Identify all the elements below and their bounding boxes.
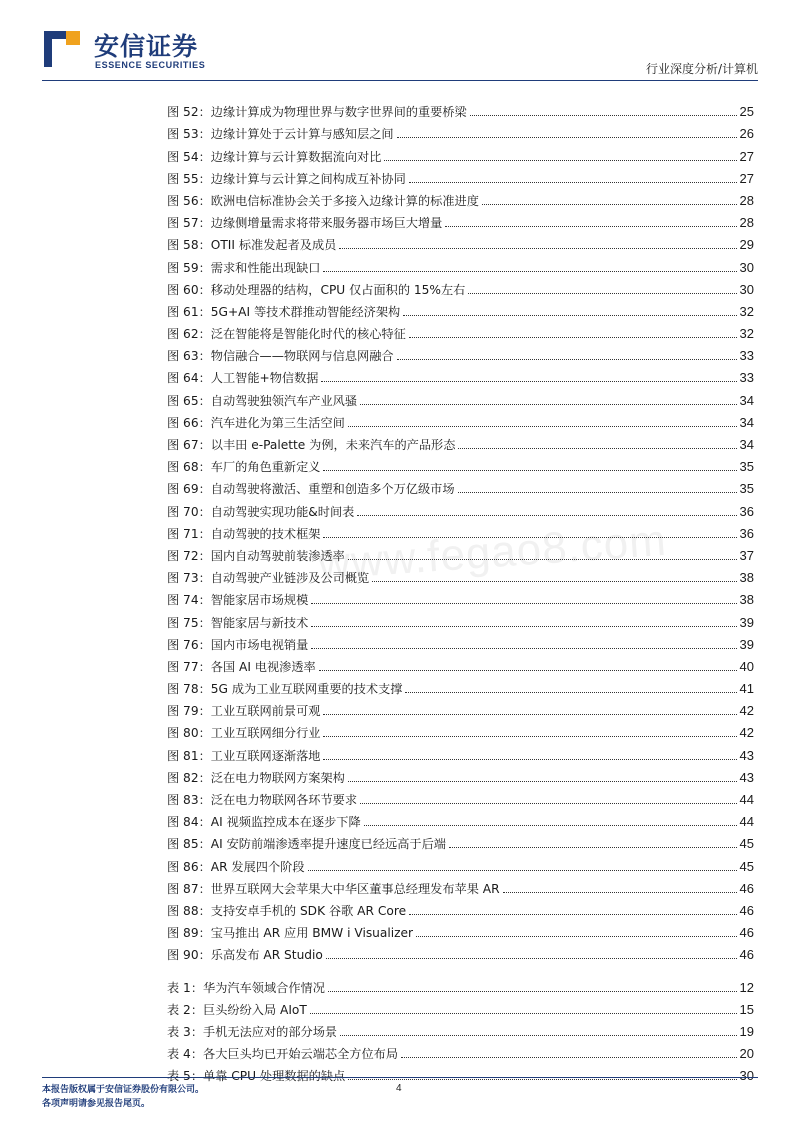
toc-entry-title: 图 62：泛在智能将是智能化时代的核心特征: [167, 327, 406, 342]
dot-leader: [339, 248, 736, 249]
toc-entry-title: 图 70：自动驾驶实现功能&时间表: [167, 504, 355, 519]
toc-entry-title: 表 5：单靠 CPU 处理数据的缺点: [167, 1069, 346, 1084]
toc-entry-page: 42: [739, 703, 754, 719]
toc-table-entry[interactable]: [167, 973, 754, 995]
toc-entry-title: 表 3：手机无法应对的部分场景: [167, 1024, 338, 1039]
toc-entry-page: 44: [739, 814, 754, 830]
toc-entry-page: 33: [739, 348, 754, 364]
dot-leader: [321, 381, 736, 382]
dot-leader: [409, 182, 737, 183]
toc-entry-title: 图 59：需求和性能出现缺口: [167, 260, 321, 275]
toc-figure-entry[interactable]: [167, 808, 754, 830]
toc-entry-title: 图 75：智能家居与新技术: [167, 615, 309, 630]
dot-leader: [405, 692, 736, 693]
toc-entry-page: 32: [739, 326, 754, 342]
toc-entry-title: 图 69：自动驾驶将激活、重塑和创造多个万亿级市场: [167, 482, 455, 497]
toc-entry-page: 46: [739, 902, 754, 918]
dot-leader: [311, 648, 736, 649]
toc-entry-title: 图 81：工业互联网逐渐落地: [167, 748, 321, 763]
toc-entry-page: 27: [739, 170, 754, 186]
toc-entry-title: 图 58：OTII 标准发起者及成员: [167, 238, 337, 253]
dot-leader: [449, 847, 737, 848]
toc-entry-page: 26: [739, 126, 754, 142]
toc-entry-title: 图 67：以丰田 e-Palette 为例，未来汽车的产品形态: [167, 438, 456, 452]
toc-entry-title: 图 64：人工智能+物信数据: [167, 371, 319, 386]
dot-leader: [357, 515, 736, 516]
toc-table-entry[interactable]: [167, 1062, 754, 1084]
dot-leader: [372, 581, 736, 582]
toc-entry-title: 图 74：智能家居市场规模: [167, 593, 309, 608]
dot-leader: [323, 714, 736, 715]
toc-figure-entry[interactable]: [167, 142, 754, 164]
toc-entry-page: 28: [739, 215, 754, 231]
toc-figure-entry[interactable]: [167, 276, 754, 298]
essence-logo-icon: [42, 29, 82, 69]
toc-entry-title: 图 66：汽车进化为第三生活空间: [167, 415, 345, 430]
dot-leader: [360, 404, 737, 405]
toc-entry-title: 表 2：巨头纷纷入局 AIoT: [167, 1002, 307, 1017]
toc-figure-entry[interactable]: [167, 875, 754, 897]
toc-entry-page: 46: [739, 880, 754, 896]
toc-figure-entry[interactable]: [167, 120, 754, 142]
dot-leader: [319, 670, 737, 671]
dot-leader: [482, 204, 737, 205]
toc-figure-entry[interactable]: [167, 298, 754, 320]
toc-table-entry[interactable]: [167, 1040, 754, 1062]
toc-figure-entry[interactable]: [167, 187, 754, 209]
dot-leader: [340, 1035, 736, 1036]
dot-leader: [397, 359, 737, 360]
toc-figure-entry[interactable]: [167, 830, 754, 852]
toc-figure-entry[interactable]: [167, 431, 754, 453]
dot-leader: [323, 736, 736, 737]
toc-entry-page: 37: [739, 547, 754, 563]
toc-entry-title: 图 83：泛在电力物联网各环节要求: [167, 793, 358, 807]
dot-leader: [458, 492, 737, 493]
watermark: www.fegao8.com: [316, 515, 669, 590]
toc-figure-entry[interactable]: [167, 98, 754, 120]
toc-figure-entry[interactable]: [167, 764, 754, 786]
toc-entry-page: 34: [739, 414, 754, 430]
toc-entry-title: 图 86：AR 发展四个阶段: [167, 859, 305, 874]
toc-entry-page: 34: [739, 392, 754, 408]
table-list: [167, 973, 754, 1084]
toc-entry-page: 42: [739, 725, 754, 741]
dot-leader: [311, 603, 736, 604]
toc-entry-page: 20: [739, 1046, 754, 1062]
page-header: [0, 0, 800, 84]
disclaimer-notice: 各项声明请参见报告尾页。: [42, 1099, 151, 1109]
toc-entry-page: 30: [739, 1068, 754, 1084]
toc-figure-entry[interactable]: [167, 719, 754, 741]
toc-entry-page: 43: [739, 747, 754, 763]
toc-figure-entry[interactable]: [167, 342, 754, 364]
figure-list: [167, 98, 754, 963]
dot-leader: [416, 936, 736, 937]
toc-figure-entry[interactable]: [167, 786, 754, 808]
toc-entry-title: 图 85：AI 安防前端渗透率提升速度已经远高于后端: [167, 837, 446, 852]
dot-leader: [310, 1013, 737, 1014]
toc-figure-entry[interactable]: [167, 165, 754, 187]
toc-figure-entry[interactable]: [167, 675, 754, 697]
toc-entry-title: 图 60：移动处理器的结构，CPU 仅占面积的 15%左右: [167, 282, 466, 297]
toc-entry-title: 图 82：泛在电力物联网方案架构: [167, 770, 345, 785]
report-category: 行业深度分析/计算机: [645, 62, 758, 76]
toc-entry-title: 图 63：物信融合——物联网与信息网融合: [167, 349, 394, 364]
toc-figure-entry[interactable]: [167, 453, 754, 475]
toc-entry-page: 38: [739, 592, 754, 608]
toc-figure-entry[interactable]: [167, 320, 754, 342]
dot-leader: [311, 626, 736, 627]
toc-entry-page: 33: [739, 370, 754, 386]
toc-entry-title: 图 68：车厂的角色重新定义: [167, 460, 321, 475]
dot-leader: [348, 426, 737, 427]
toc-entry-title: 图 89：宝马推出 AR 应用 BMW i Visualizer: [167, 926, 414, 941]
toc-figure-entry[interactable]: [167, 231, 754, 253]
table-of-contents: [167, 98, 754, 1084]
toc-entry-page: 19: [739, 1023, 754, 1039]
toc-entry-page: 30: [739, 259, 754, 275]
dot-leader: [503, 892, 737, 893]
dot-leader: [470, 115, 737, 116]
toc-entry-title: 表 4：各大巨头均已开始云端芯全方位布局: [167, 1047, 399, 1062]
toc-figure-entry[interactable]: [167, 697, 754, 719]
dot-leader: [323, 271, 736, 272]
toc-entry-page: 32: [739, 303, 754, 319]
dot-leader: [323, 537, 736, 538]
toc-entry-page: 36: [739, 525, 754, 541]
toc-entry-page: 25: [739, 104, 754, 120]
dot-leader: [397, 137, 737, 138]
toc-figure-entry[interactable]: [167, 475, 754, 497]
dot-leader: [348, 781, 737, 782]
toc-entry-title: 图 84：AI 视频监控成本在逐步下降: [167, 815, 361, 830]
toc-figure-entry[interactable]: [167, 542, 754, 564]
toc-figure-entry[interactable]: [167, 386, 754, 408]
toc-entry-page: 30: [739, 281, 754, 297]
toc-figure-entry[interactable]: [167, 741, 754, 763]
toc-entry-title: 图 55：边缘计算与云计算之间构成互补协同: [167, 171, 406, 186]
dot-leader: [409, 337, 737, 338]
toc-figure-entry[interactable]: [167, 364, 754, 386]
dot-leader: [323, 470, 736, 471]
dot-leader: [360, 803, 737, 804]
toc-table-entry[interactable]: [167, 1018, 754, 1040]
dot-leader: [403, 315, 736, 316]
toc-figure-entry[interactable]: [167, 653, 754, 675]
toc-figure-entry[interactable]: [167, 608, 754, 630]
dot-leader: [401, 1057, 737, 1058]
toc-entry-title: 图 80：工业互联网细分行业: [167, 726, 321, 741]
toc-entry-page: 39: [739, 636, 754, 652]
toc-figure-entry[interactable]: [167, 564, 754, 586]
page-number: 4: [396, 1083, 402, 1094]
toc-entry-title: 图 88：支持安卓手机的 SDK 谷歌 AR Core: [167, 903, 407, 918]
toc-entry-title: 图 71：自动驾驶的技术框架: [167, 526, 321, 541]
toc-entry-title: 图 57：边缘侧增量需求将带来服务器市场巨大增量: [167, 216, 443, 231]
toc-entry-page: 36: [739, 503, 754, 519]
header-divider: [42, 80, 758, 81]
toc-entry-title: 图 77：各国 AI 电视渗透率: [167, 659, 316, 674]
toc-figure-entry[interactable]: [167, 919, 754, 941]
toc-figure-entry[interactable]: [167, 520, 754, 542]
dot-leader: [409, 914, 736, 915]
toc-entry-title: 图 56：欧洲电信标准协会关于多接入边缘计算的标准进度: [167, 193, 479, 208]
toc-entry-title: 图 73：自动驾驶产业链涉及公司概览: [167, 571, 370, 586]
toc-entry-page: 35: [739, 481, 754, 497]
toc-entry-page: 34: [739, 437, 754, 452]
dot-leader: [458, 448, 736, 449]
toc-entry-title: 图 61：5G+AI 等技术群推动智能经济架构: [167, 304, 401, 319]
copyright-notice: 本报告版权属于安信证券股份有限公司。: [42, 1085, 205, 1095]
dot-leader: [328, 991, 737, 992]
toc-entry-page: 15: [739, 1001, 754, 1017]
toc-entry-title: 图 72：国内自动驾驶前装渗透率: [167, 548, 345, 563]
toc-entry-page: 46: [739, 947, 754, 963]
dot-leader: [468, 293, 736, 294]
toc-entry-page: 12: [739, 979, 754, 995]
toc-entry-title: 图 76：国内市场电视销量: [167, 637, 309, 652]
toc-figure-entry[interactable]: [167, 209, 754, 231]
brand-name-en: ESSENCE SECURITIES: [95, 60, 206, 70]
toc-entry-title: 图 78：5G 成为工业互联网重要的技术支撑: [167, 682, 403, 697]
toc-entry-page: 38: [739, 570, 754, 586]
toc-entry-title: 图 52：边缘计算成为物理世界与数字世界间的重要桥梁: [167, 105, 467, 120]
toc-entry-page: 40: [739, 658, 754, 674]
dot-leader: [348, 559, 737, 560]
toc-figure-entry[interactable]: [167, 409, 754, 431]
toc-entry-page: 35: [739, 459, 754, 475]
toc-figure-entry[interactable]: [167, 897, 754, 919]
toc-figure-entry[interactable]: [167, 586, 754, 608]
toc-table-entry[interactable]: [167, 996, 754, 1018]
toc-entry-title: 表 1：华为汽车领域合作情况: [167, 980, 325, 995]
dot-leader: [445, 226, 736, 227]
toc-entry-title: 图 79：工业互联网前景可观: [167, 704, 321, 719]
toc-entry-page: 28: [739, 192, 754, 208]
toc-entry-page: 45: [739, 858, 754, 874]
toc-entry-page: 44: [739, 792, 754, 807]
toc-entry-page: 29: [739, 237, 754, 253]
toc-entry-title: 图 87：世界互联网大会苹果大中华区董事总经理发布苹果 AR: [167, 881, 500, 896]
toc-figure-entry[interactable]: [167, 253, 754, 275]
dot-leader: [323, 759, 736, 760]
toc-figure-entry[interactable]: [167, 941, 754, 963]
toc-figure-entry[interactable]: [167, 631, 754, 653]
dot-leader: [364, 825, 737, 826]
toc-entry-page: 43: [739, 769, 754, 785]
toc-entry-page: 41: [739, 681, 754, 697]
toc-figure-entry[interactable]: [167, 852, 754, 874]
dot-leader: [384, 160, 736, 161]
footer-divider: [42, 1077, 758, 1078]
toc-figure-entry[interactable]: [167, 497, 754, 519]
toc-entry-title: 图 54：边缘计算与云计算数据流向对比: [167, 149, 382, 164]
toc-entry-page: 39: [739, 614, 754, 630]
dot-leader: [308, 870, 737, 871]
toc-entry-title: 图 90：乐高发布 AR Studio: [167, 948, 323, 963]
toc-entry-page: 45: [739, 836, 754, 852]
toc-entry-title: 图 65：自动驾驶独领汽车产业风骚: [167, 393, 358, 408]
toc-entry-title: 图 53：边缘计算处于云计算与感知层之间: [167, 127, 394, 142]
brand-name-cn: 安信证券: [94, 32, 199, 61]
toc-entry-page: 46: [739, 925, 754, 941]
toc-entry-page: 27: [739, 148, 754, 164]
dot-leader: [348, 1079, 736, 1080]
dot-leader: [326, 958, 737, 959]
